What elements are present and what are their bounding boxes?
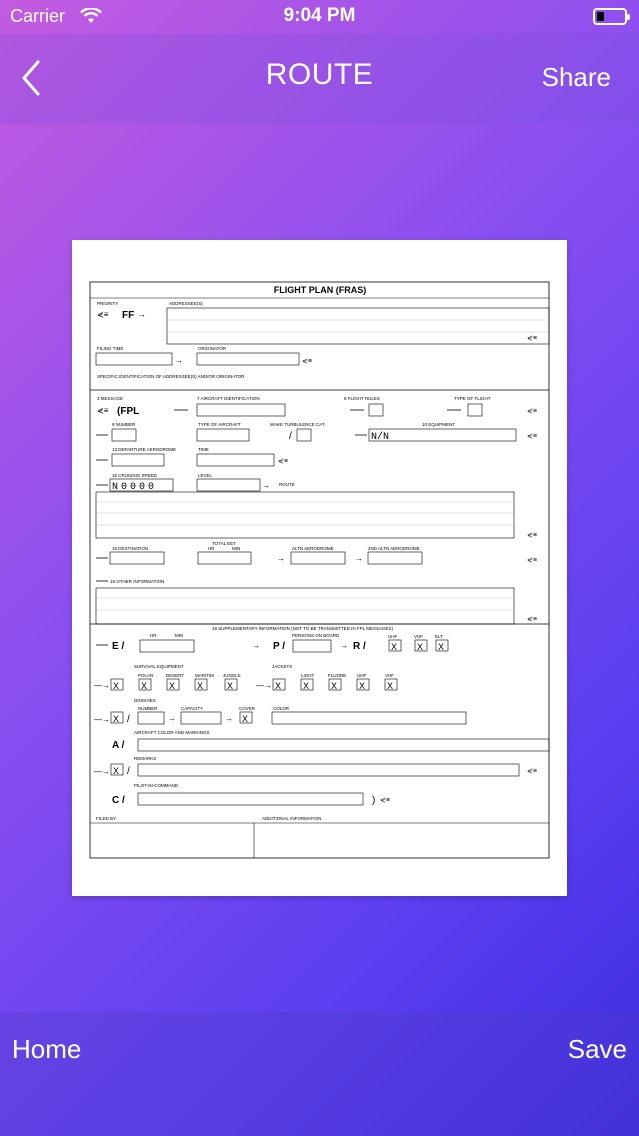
svg-text:⋞≡: ⋞≡ [278, 458, 288, 465]
p-label: P / [273, 641, 286, 652]
label-uhf-2: UHF [357, 673, 367, 678]
svg-text:—→: —→ [94, 715, 110, 724]
svg-text:⋞≡: ⋞≡ [302, 358, 312, 365]
svg-text:X: X [438, 642, 445, 652]
svg-text:X: X [275, 681, 282, 691]
a-label: A / [112, 740, 125, 751]
ff-value: FF [122, 310, 135, 321]
label-min: MIN [232, 546, 241, 551]
label-flight-rules: 8 FLIGHT RULES [344, 396, 380, 401]
svg-text:—→: —→ [94, 681, 110, 690]
label-time: TIME [198, 447, 209, 452]
svg-text:X: X [359, 681, 366, 691]
label-number: 9 NUMBER [112, 422, 136, 427]
label-jungle: JUNGLE [223, 673, 241, 678]
label-elt: ELT [435, 634, 443, 639]
svg-text:X: X [331, 681, 338, 691]
status-bar [0, 0, 639, 34]
svg-text:→: → [138, 310, 146, 319]
svg-text:→: → [252, 641, 260, 650]
document-preview[interactable] [72, 240, 567, 896]
label-jackets: JACKETS [272, 664, 293, 669]
label-uhf: UHF [388, 634, 398, 639]
svg-text:X: X [303, 681, 310, 691]
label-pilot: PILOT-IN-COMMAND [134, 783, 179, 788]
svg-text:—→: —→ [256, 681, 272, 690]
label-dnumber: NUMBER [138, 706, 158, 711]
svg-text:→: → [277, 554, 285, 563]
label-filing-time: FILING TIME [97, 346, 124, 351]
label-total-eet: TOTAL EET [212, 541, 236, 546]
label-capacity: CAPACITY [181, 706, 204, 711]
status-time: 9:04 PM [283, 5, 356, 26]
svg-text:⋞≡: ⋞≡ [380, 797, 390, 804]
bottom-toolbar [0, 1012, 639, 1136]
svg-text:⋞≡: ⋞≡ [527, 335, 537, 342]
svg-text:⋞≡: ⋞≡ [527, 433, 537, 440]
svg-text:/: / [127, 766, 130, 777]
label-departure: 13 DEPARTURE AERODROME [112, 447, 177, 452]
svg-text:⋞≡: ⋞≡ [527, 768, 537, 775]
svg-text:→: → [355, 554, 363, 563]
svg-text:X: X [197, 681, 204, 691]
svg-text:→: → [225, 714, 233, 723]
label-wake-turbulence: WAKE TURBULENCE CAT. [270, 422, 326, 427]
svg-text:X: X [387, 681, 394, 691]
svg-text:⋞≡: ⋞≡ [527, 557, 537, 564]
label-route: ROUTE [279, 482, 295, 487]
svg-text:X: X [113, 714, 120, 724]
label-vhf: VHF [414, 634, 423, 639]
e-label: E / [112, 641, 125, 652]
label-type-of-flight: TYPE OF FLIGHT [454, 396, 491, 401]
label-survival: SURVIVAL EQUIPMENT [134, 664, 184, 669]
svg-text:/: / [289, 431, 292, 442]
form-title: FLIGHT PLAN (FRAS) [273, 285, 367, 295]
svg-text:X: X [417, 642, 424, 652]
svg-text:X: X [391, 642, 398, 652]
label-addressees: ADDRESSEE(S) [169, 301, 203, 306]
svg-text:⋞≡: ⋞≡ [97, 310, 109, 319]
label-hr: HR [208, 546, 215, 551]
svg-text:X: X [227, 681, 234, 691]
label-color: COLOR [273, 706, 290, 711]
label-min-2: MIN [175, 633, 184, 638]
page-title: ROUTE [265, 58, 374, 91]
svg-text:X: X [113, 766, 120, 776]
svg-text:⋞≡: ⋞≡ [97, 406, 109, 415]
label-polar: POLAR [138, 673, 154, 678]
label-altn: ALTN AERODROME [292, 546, 334, 551]
home-button[interactable]: Home [12, 1034, 82, 1064]
label-fluores: FLUORE [328, 673, 347, 678]
label-remarks: REMARKS [134, 756, 157, 761]
label-additional: ADDITIONAL INFORMATION [262, 816, 322, 821]
svg-text:→: → [168, 714, 176, 723]
label-persons: PERSONS ON BOARD [292, 633, 340, 638]
label-priority: PRIORITY [97, 301, 119, 306]
label-level: LEVEL [198, 473, 213, 478]
save-button[interactable]: Save [567, 1034, 627, 1064]
svg-text:—→: —→ [94, 767, 110, 776]
c-label: C / [112, 795, 125, 806]
svg-text:X: X [141, 681, 148, 691]
label-hr-2: HR [150, 633, 157, 638]
label-maritime: MARITIM [195, 673, 214, 678]
svg-text:X: X [242, 714, 249, 724]
label-originator: ORIGINATOR [198, 346, 227, 351]
battery-icon [593, 8, 627, 25]
label-cover: COVER [239, 706, 256, 711]
label-altn2: 2ND ALTN AERODROME [368, 546, 420, 551]
flight-plan-form [72, 240, 567, 896]
fpl-value: (FPL [117, 406, 140, 417]
svg-text:): ) [372, 795, 376, 806]
speed-value: N0000 [112, 482, 158, 493]
label-desert: DESERT [166, 673, 185, 678]
share-button[interactable]: Share [541, 62, 611, 92]
svg-text:→: → [262, 481, 270, 490]
label-dinghies: DINGHIES [134, 698, 156, 703]
svg-text:X: X [169, 681, 176, 691]
svg-text:→: → [175, 356, 183, 365]
label-vhf-2: VHF [385, 673, 394, 678]
r-label: R / [353, 641, 366, 652]
label-equipment: 10 EQUIPMENT [422, 422, 456, 427]
label-cruising-speed: 15 CRUISING SPEED [112, 473, 157, 478]
svg-text:/: / [127, 714, 130, 725]
label-destination: 16 DESTINATION [112, 546, 149, 551]
label-specific-id: SPECIFIC IDENTIFICATION OF ADDRESSEE(S) AND/OR ORIGINATOR [97, 374, 245, 379]
equipment-value: N/N [371, 432, 390, 443]
label-light: LIGHT [301, 673, 315, 678]
carrier-label: Carrier [10, 6, 66, 26]
label-other-info: 18 OTHER INFORMATION [110, 579, 165, 584]
label-aircraft-id: 7 AIRCRAFT IDENTIFICATION [197, 396, 260, 401]
svg-text:⋞≡: ⋞≡ [527, 616, 537, 623]
label-supplementary: 19 SUPPLEMENTARY INFORMATION (NOT TO BE TRANSMITTED IN FPL MESSAGES) [212, 626, 393, 631]
label-aircraft-color: AIRCRAFT COLOR AND MARKINGS [134, 730, 210, 735]
label-message: 3 MESSAGE [97, 396, 124, 401]
navigation-bar [0, 34, 639, 124]
label-filed-by: FILED BY [96, 816, 117, 821]
svg-text:X: X [113, 681, 120, 691]
svg-text:→: → [340, 641, 348, 650]
label-type-of-aircraft: TYPE OF AIRCRAFT [198, 422, 241, 427]
svg-text:⋞≡: ⋞≡ [527, 532, 537, 539]
svg-text:⋞≡: ⋞≡ [527, 408, 537, 415]
